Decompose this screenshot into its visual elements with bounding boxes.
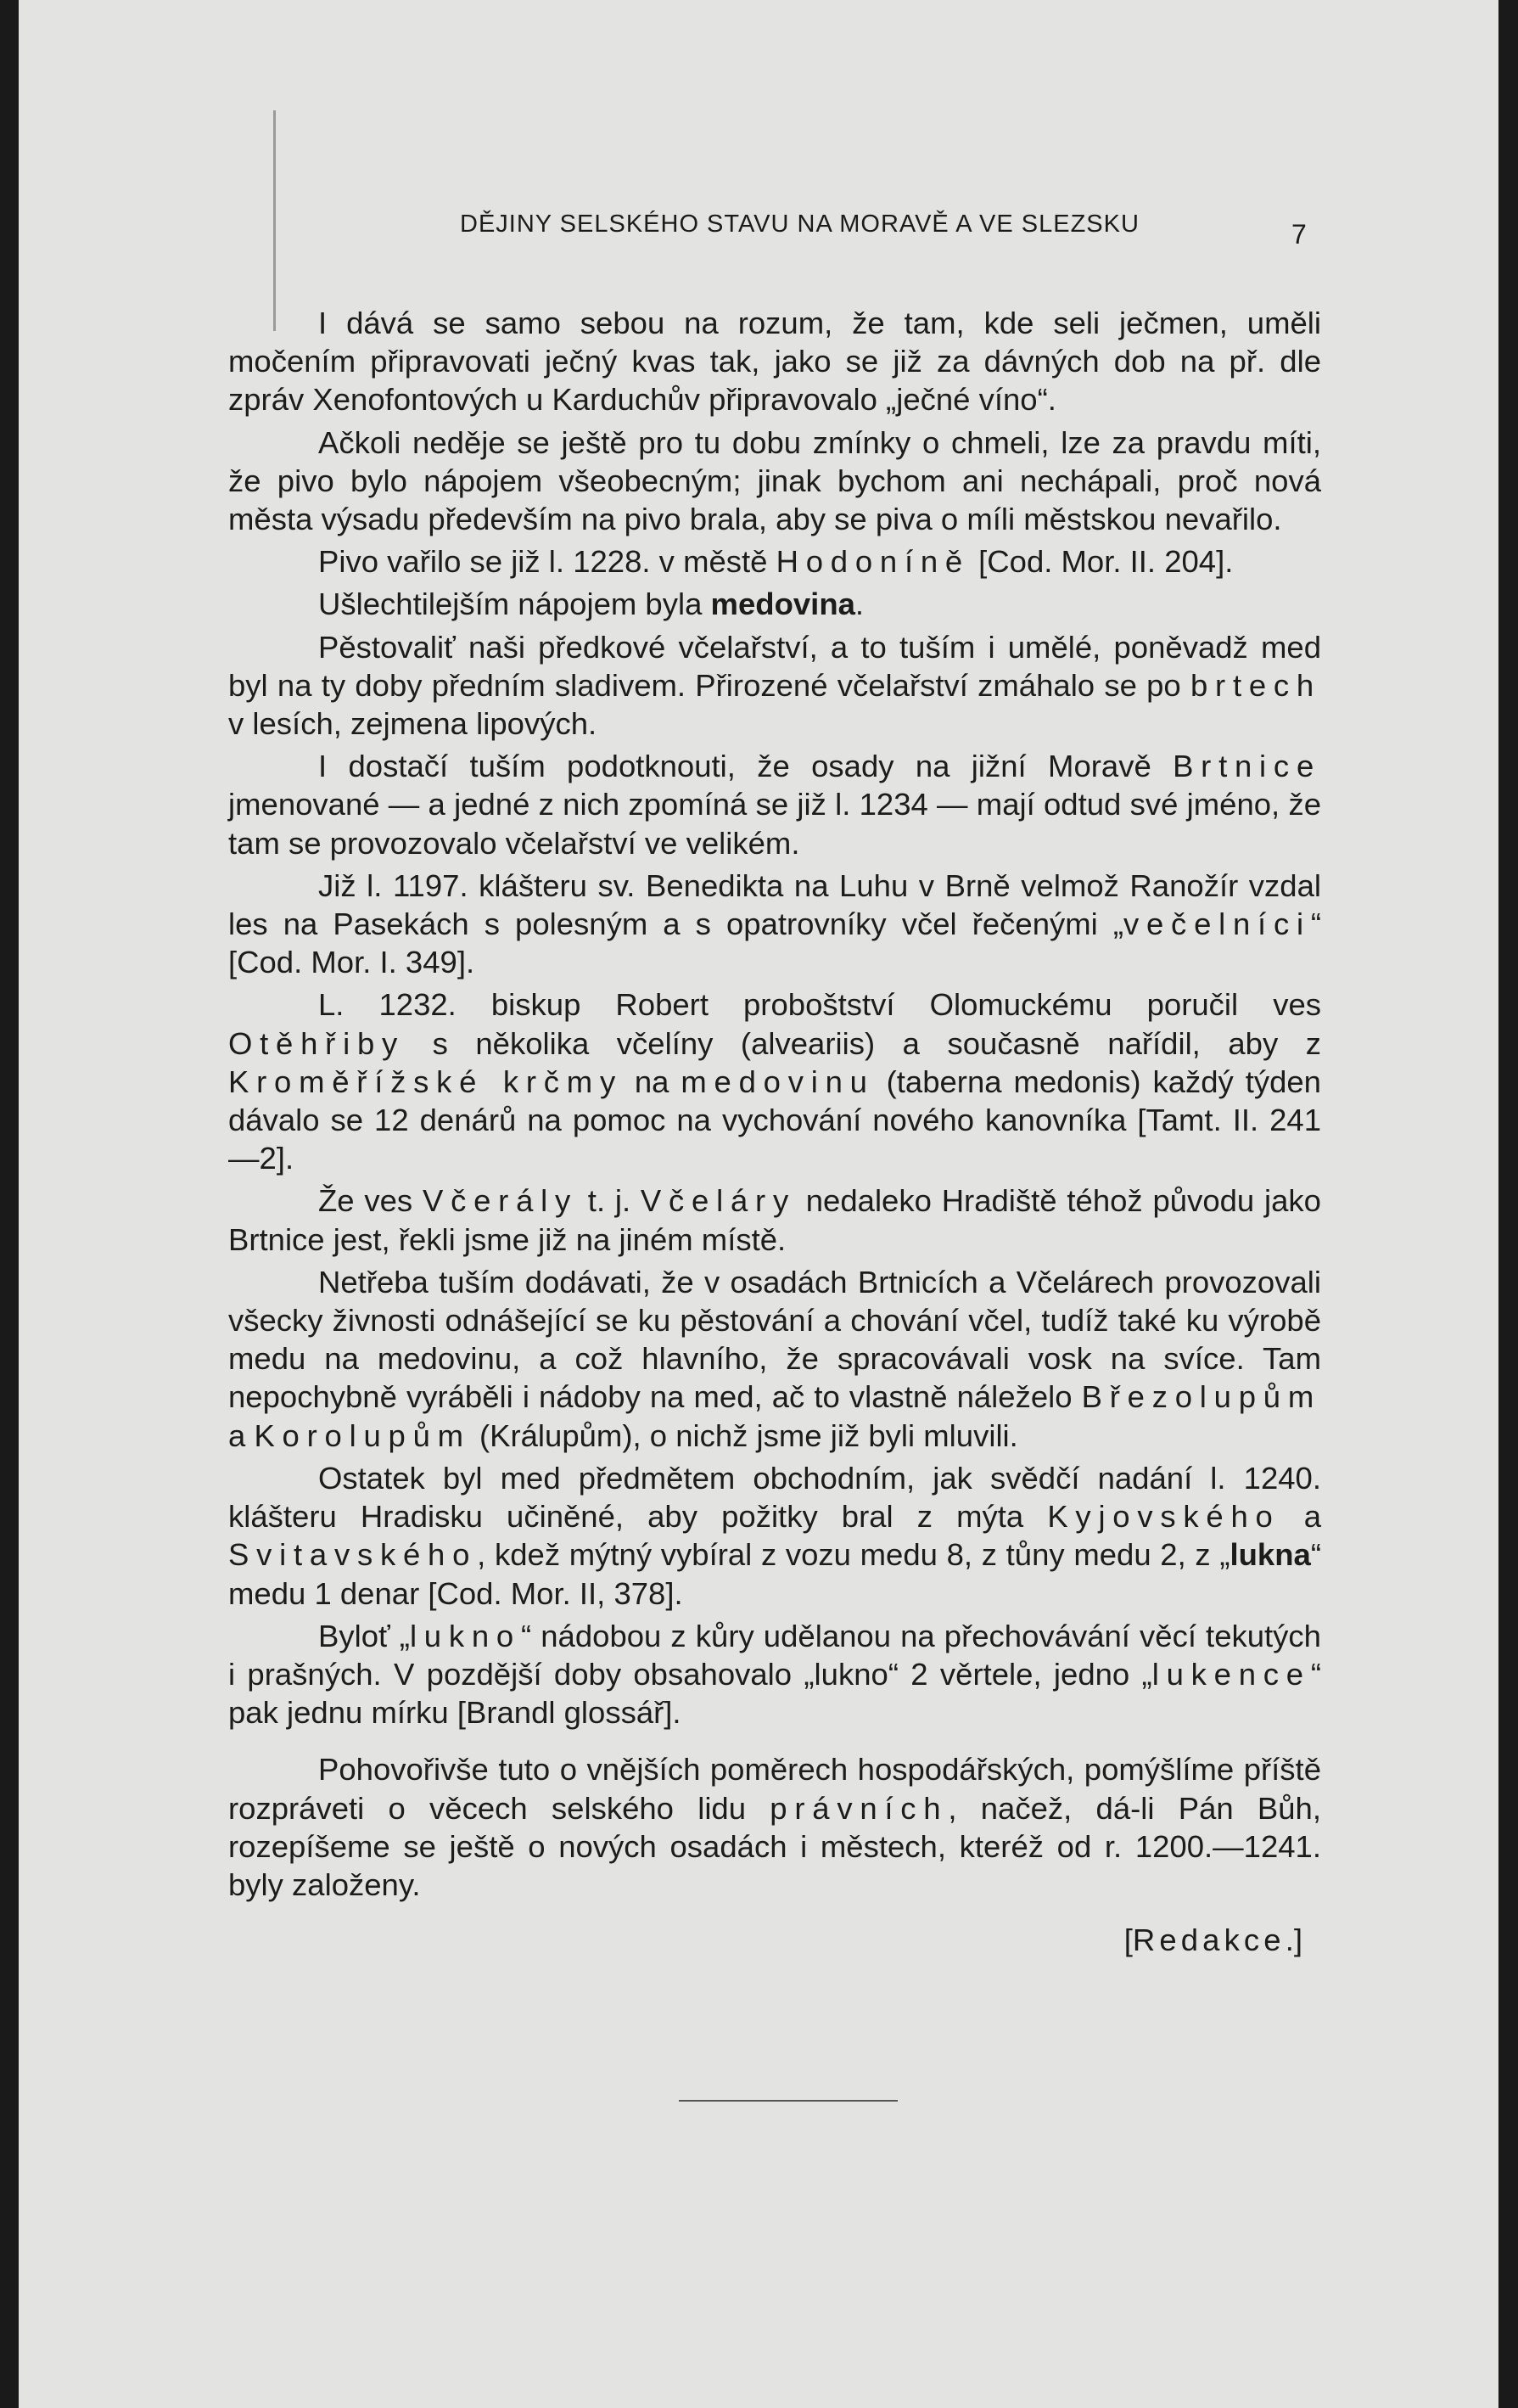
- paragraph-trade-honey: Ostatek byl med předmětem obchodním, jak svědčí nadání l. 1240. klášteru Hradisku učiněné, aby požitky bral z mýta Kyjovského a Svitavského, kdež mýtný vybíral z vozu medu 8, z tůny medu 2, z „lukna“ medu 1 denar [Cod. Mor. II, 378].: [228, 1460, 1321, 1611]
- spaced-term: Hodoníně: [776, 544, 970, 580]
- bold-term: lukna: [1230, 1537, 1311, 1573]
- paragraph-beer-common: Ačkoli neděje se ještě pro tu dobu zmínky o chmeli, lze za pravdu míti, že pivo bylo nápojem všeobecným; jinak bychom ani nechápali, proč nová města výsadu především na pivo brala, aby se piva o míli městskou nevařilo.: [228, 424, 1321, 537]
- spaced-term: Korolupům: [254, 1417, 471, 1453]
- running-head: DĚJINY SELSKÉHO STAVU NA MORAVĚ A VE SLEZSKU: [460, 210, 1140, 238]
- paragraph-otehriby: L. 1232. biskup Robert proboštství Olomuckému poručil ves Otěhřiby s několika včelíny (alveariis) a současně nařídil, aby z Kroměřížské krčmy na medovinu (taberna medonis) každý týden dávalo se 12 denárů na pomoc na vychování nového kanovníka [Tamt. II. 241—2].: [228, 987, 1321, 1176]
- spaced-term: Březolupům: [1081, 1379, 1321, 1415]
- paragraph-closing: Pohovořivše tuto o vnějších poměrech hospodářských, pomýšlíme příště rozpráveti o věcech selského lidu právních, načež, dá-li Pán Bůh, rozepíšeme se ještě o nových osadách i městech, kteréž od r. 1200.—1241. byly založeny.: [228, 1752, 1321, 1902]
- spaced-term: medovinu: [681, 1064, 875, 1099]
- spaced-term: brtech: [1190, 667, 1321, 703]
- paragraph-medovina: Ušlechtilejším nápojem byla medovina.: [318, 587, 865, 622]
- spaced-term: Kroměřížské krčmy: [228, 1064, 623, 1099]
- spaced-term: právních: [770, 1790, 949, 1826]
- spaced-term: Svitavského: [228, 1537, 478, 1573]
- paragraph-barley-beer: I dává se samo sebou na rozum, že tam, kde seli ječmen, uměli močením připravovati ječný kvas tak, jako se již za dávných dob na př. dle zpráv Xenofontových u Karduchův připravovalo „ječné víno“.: [228, 306, 1321, 418]
- signature: [Redakce.]: [1123, 1922, 1302, 1958]
- page-fold-mark: [273, 110, 276, 331]
- spaced-term: Včeláry: [640, 1183, 796, 1219]
- page-number: 7: [1291, 219, 1307, 250]
- spaced-term: Otěhřiby: [228, 1025, 406, 1061]
- paragraph-trades: Netřeba tuším dodávati, že v osadách Brtnicích a Včelárech provozovali všecky živnosti odnášející se ku pěstování a chování včel, tudíž také ku výrobě medu na medovinu, a což hlavního, že spracovávali vosk na svíce. Tam nepochybně vyráběli i nádoby na med, ač to vlastně náleželo Březolupům a Korolupům (Králupům), o nichž jsme již byli mluvili.: [228, 1264, 1321, 1453]
- spaced-term: Kyjovského: [1047, 1499, 1280, 1535]
- paragraph-beekeeping: Pěstovaliť naši předkové včelařství, a to tuším i umělé, poněvadž med byl na ty doby předním sladivem. Přirozené včelařství zmáhalo se po brtech v lesích, zejmena lipových.: [228, 629, 1321, 742]
- bold-term: medovina: [710, 587, 855, 622]
- spaced-term: Brtnice: [1173, 749, 1321, 784]
- signature-name: Redakce: [1132, 1922, 1286, 1958]
- body-text: [228, 304, 1321, 1959]
- spaced-term: večelníci: [1123, 907, 1311, 942]
- spaced-term: lukno: [409, 1618, 521, 1653]
- spaced-term: Včerály: [422, 1183, 579, 1219]
- end-rule: [679, 2100, 898, 2102]
- paragraph-lukno: Byloť „lukno“ nádobou z kůry udělanou na přechovávání věcí tekutých i prašných. V pozdější doby obsahovalo „lukno“ 2 věrtele, jedno „lukence“ pak jednu mírku [Brandl glossář].: [228, 1618, 1321, 1731]
- paragraph-vceraly: Že ves Včerály t. j. Včeláry nedaleko Hradiště téhož původu jako Brtnice jest, řekli jsme již na jiném místě.: [228, 1183, 1321, 1257]
- spaced-term: lukence: [1151, 1656, 1311, 1692]
- paragraph-brtnice: I dostačí tuším podotknouti, že osady na jižní Moravě Brtnice jmenované — a jedné z nich zpomíná se již l. 1234 — mají odtud své jméno, že tam se provozovalo včelařství ve velikém.: [228, 749, 1321, 861]
- paragraph-ranozir: Již l. 1197. klášteru sv. Benedikta na Luhu v Brně velmož Ranožír vzdal les na Pasekách s polesným a s opatrovníky včel řečenými „večelníci“ [Cod. Mor. I. 349].: [228, 867, 1321, 980]
- book-page: [19, 0, 1498, 2408]
- paragraph-hodonin: Pivo vařilo se již l. 1228. v městě Hodoníně [Cod. Mor. II. 204].: [318, 544, 1234, 580]
